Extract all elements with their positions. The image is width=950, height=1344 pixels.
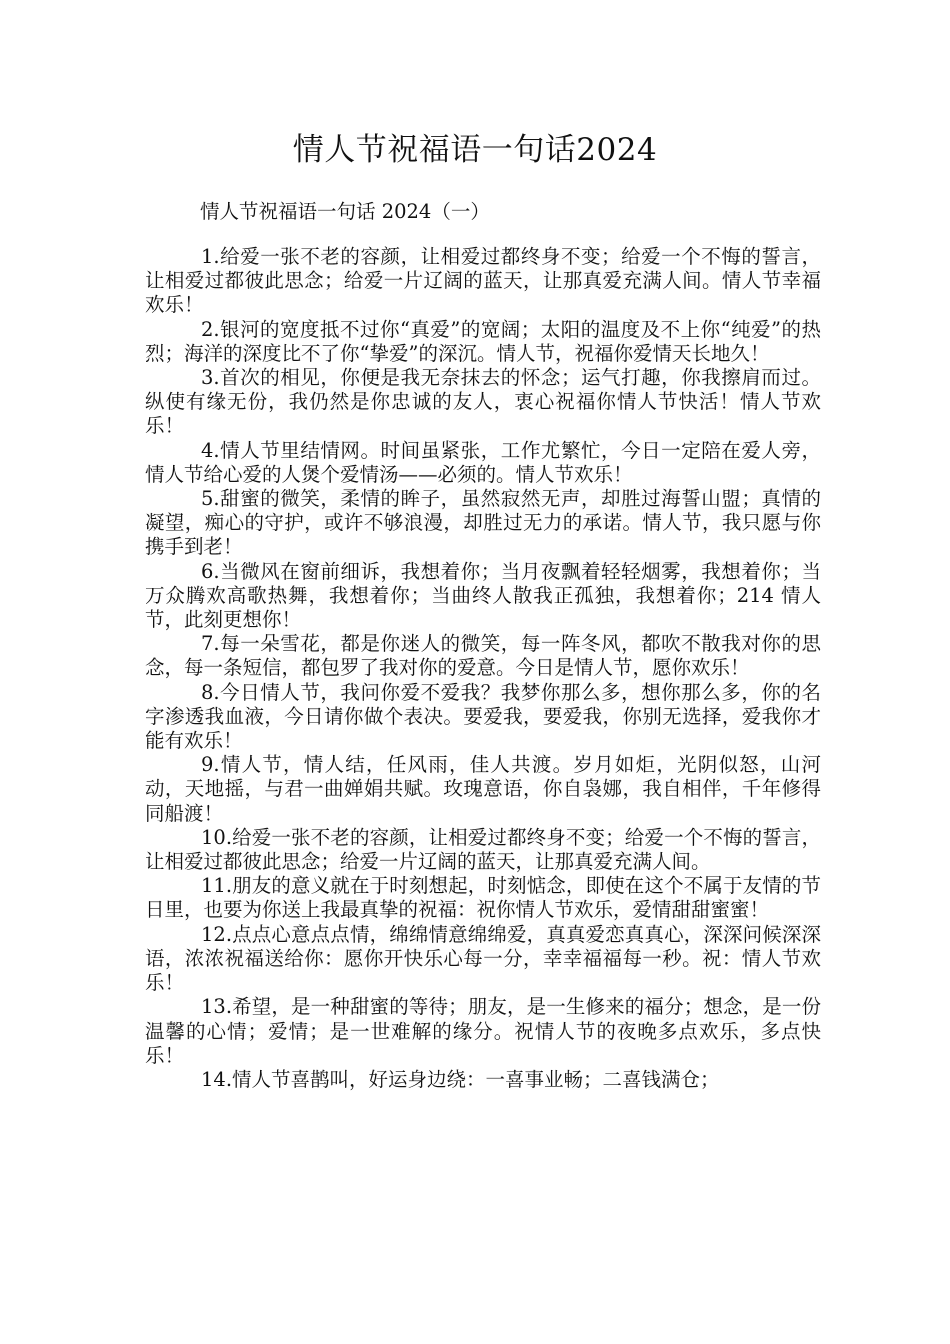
paragraph-14: 14.情人节喜鹊叫，好运身边绕：一喜事业畅；二喜钱满仓；: [201, 1067, 720, 1091]
paragraph-4: 4.情人节里结情网。时间虽紧张，工作尤繁忙，今日一定陪在爱人旁，情人节给心爱的人煲个爱情汤——必须的。情人节欢乐！: [145, 438, 821, 486]
section-heading: 情人节祝福语一句话 2024（一）: [200, 200, 490, 223]
paragraph-9: 9.情人节，情人结，任风雨，佳人共渡。岁月如炬，光阴似怒，山河动，天地摇，与君一曲婵娟共赋。玫瑰意语，你自袅娜，我自相伴，千年修得同船渡！: [145, 753, 821, 825]
paragraph-12: 12.点点心意点点情，绵绵情意绵绵爱，真真爱恋真真心，深深问候深深语，浓浓祝福送给你：愿你开快乐心每一分，幸幸福福每一秒。祝：情人节欢乐！: [145, 922, 821, 995]
paragraph-6: 6.当微风在窗前细诉，我想着你；当月夜飘着轻轻烟雾，我想着你；当万众腾欢高歌热舞，我想着你；当曲终人散我正孤独，我想着你；214 情人节，此刻更想你！: [145, 559, 821, 632]
paragraph-8: 8.今日情人节，我问你爱不爱我？我梦你那么多，想你那么多，你的名字渗透我血液，今日请你做个表决。要爱我，要爱我，你别无选择，爱我你才能有欢乐！: [145, 680, 821, 753]
paragraph-3: 3.首次的相见，你便是我无奈抹去的怀念；运气打趣，你我擦肩而过。纵使有缘无份，我仍然是你忠诚的友人，衷心祝福你情人节快活！情人节欢乐！: [145, 366, 821, 438]
paragraph-10: 10.给爱一张不老的容颜，让相爱过都终身不变；给爱一个不悔的誓言，让相爱过都彼此思念；给爱一片辽阔的蓝天，让那真爱充满人间。: [145, 825, 821, 874]
document-title: 情人节祝福语一句话2024: [292, 132, 658, 168]
paragraph-1: 1.给爱一张不老的容颜，让相爱过都终身不变；给爱一个不悔的誓言，让相爱过都彼此思念；给爱一片辽阔的蓝天，让那真爱充满人间。情人节幸福欢乐！: [145, 245, 821, 317]
paragraph-7: 7.每一朵雪花，都是你迷人的微笑，每一阵冬风，都吹不散我对你的思念，每一条短信，都包罗了我对你的爱意。今日是情人节，愿你欢乐！: [145, 632, 821, 680]
paragraph-2: 2.银河的宽度抵不过你“真爱”的宽阔；太阳的温度及不上你“纯爱”的热烈；海洋的深度比不了你“挚爱”的深沉。情人节，祝福你爱情天长地久！: [145, 317, 821, 365]
document-body: [145, 245, 821, 1092]
paragraph-11: 11.朋友的意义就在于时刻想起，时刻惦念，即使在这个不属于友情的节日里，也要为你送上我最真挚的祝福：祝你情人节欢乐，爱情甜甜蜜蜜！: [145, 874, 821, 922]
paragraph-5: 5.甜蜜的微笑，柔情的眸子，虽然寂然无声，却胜过海誓山盟；真情的凝望，痴心的守护，或许不够浪漫，却胜过无力的承诺。情人节，我只愿与你携手到老！: [145, 487, 821, 559]
paragraph-13: 13.希望，是一种甜蜜的等待；朋友，是一生修来的福分；想念，是一份温馨的心情；爱情；是一世难解的缘分。祝情人节的夜晚多点欢乐，多点快乐！: [145, 995, 821, 1067]
